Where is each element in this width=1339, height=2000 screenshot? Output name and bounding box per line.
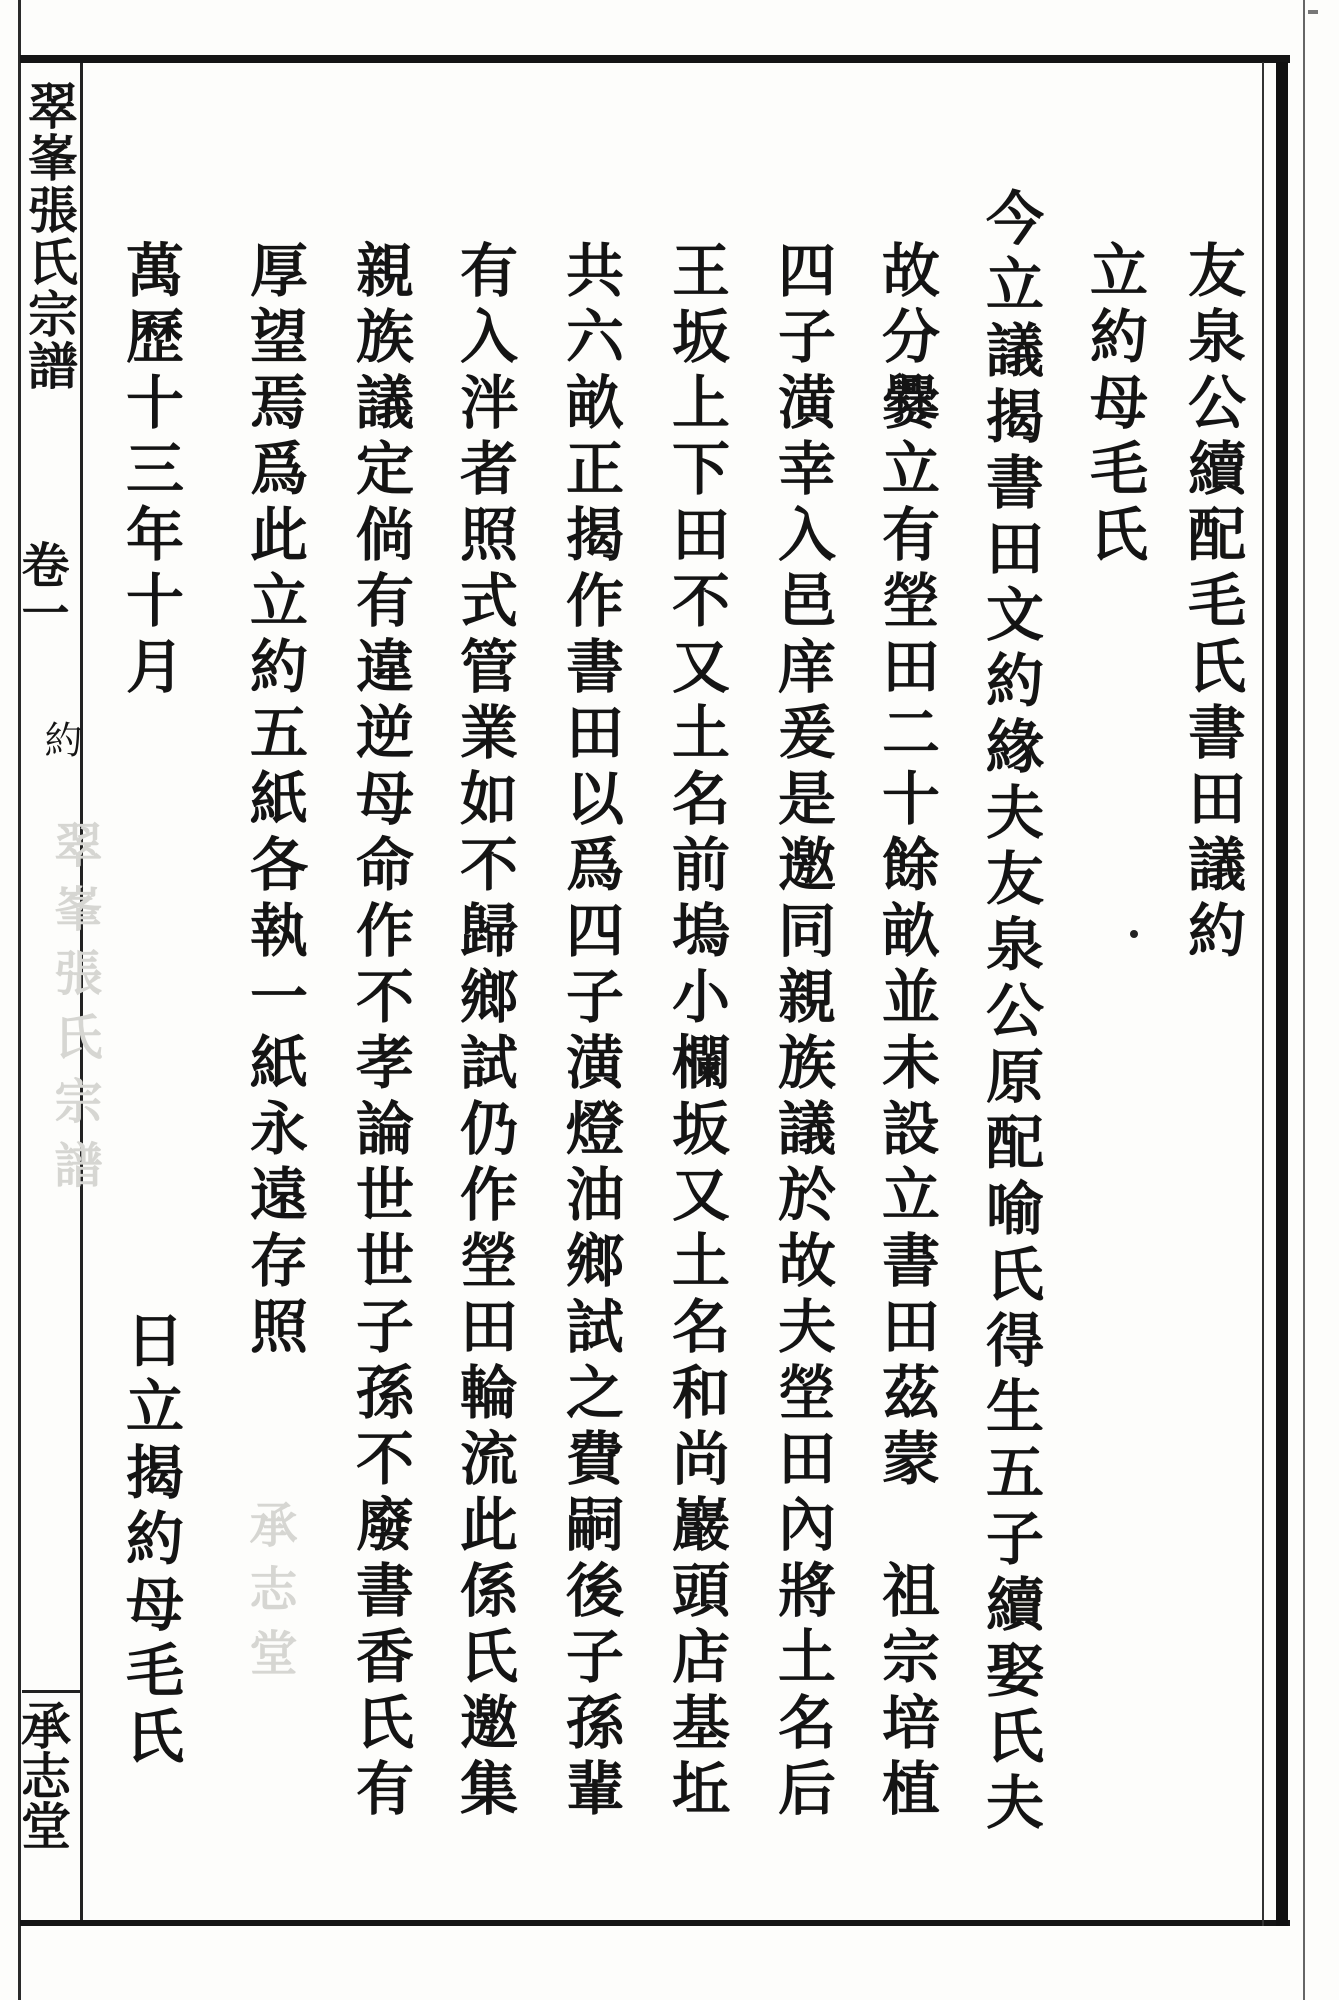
body-column-4: 王坂上下田不又土名前塢小欄坂又土名和尚巖頭店基坵 xyxy=(662,240,730,1824)
body-column-5: 共六畝正揭作書田以爲四子潢燈油鄉試之費嗣後子孫輩 xyxy=(556,240,624,1824)
body-column-1: 今立議揭書田文約緣夫友泉公原配喻氏得生五子續娶氏夫 xyxy=(976,188,1044,1838)
date-line: 萬歷十三年十月 xyxy=(116,240,184,702)
page-edge-line xyxy=(1303,0,1305,2000)
bleed-through-upper: 翠峯張氏宗譜 xyxy=(46,820,102,1204)
banxin-book-title: 翠峯張氏宗譜 xyxy=(20,80,79,392)
body-column-8: 厚望焉爲此立約五紙各執一紙永遠存照 xyxy=(240,240,308,1362)
banxin-section: 約 xyxy=(38,720,82,758)
body-column-3: 四子潢幸入邑庠爰是邀同親族議於故夫塋田內將土名后 xyxy=(768,240,836,1824)
body-column-2: 故分爨立有塋田二十餘畝並未設立書田茲蒙 祖宗培植 xyxy=(872,240,940,1824)
banxin-rule xyxy=(22,1690,80,1693)
bleed-through-lower: 承志堂 xyxy=(241,1500,297,1692)
document-title: 友泉公續配毛氏書田議約 xyxy=(1178,240,1246,966)
frame-right-inner-line xyxy=(1262,62,1264,1926)
margin-mark xyxy=(1308,10,1318,14)
punctuation-dot xyxy=(1130,930,1138,938)
frame-bottom-border xyxy=(20,1920,1290,1926)
frame-top-border xyxy=(20,55,1290,63)
frame-right-border xyxy=(1276,62,1288,1926)
banxin-hall-name: 承志堂 xyxy=(13,1700,72,1850)
signature-line: 日立揭約母毛氏 xyxy=(116,1310,184,1772)
banxin-volume: 卷一 xyxy=(13,540,69,636)
issuer-line: 立約母毛氏 xyxy=(1080,240,1148,570)
body-column-6: 有入泮者照式管業如不歸鄉試仍作塋田輪流此係氏邀集 xyxy=(450,240,518,1824)
body-column-7: 親族議定倘有違逆母命作不孝論世世子孫不廢書香氏有 xyxy=(346,240,414,1824)
